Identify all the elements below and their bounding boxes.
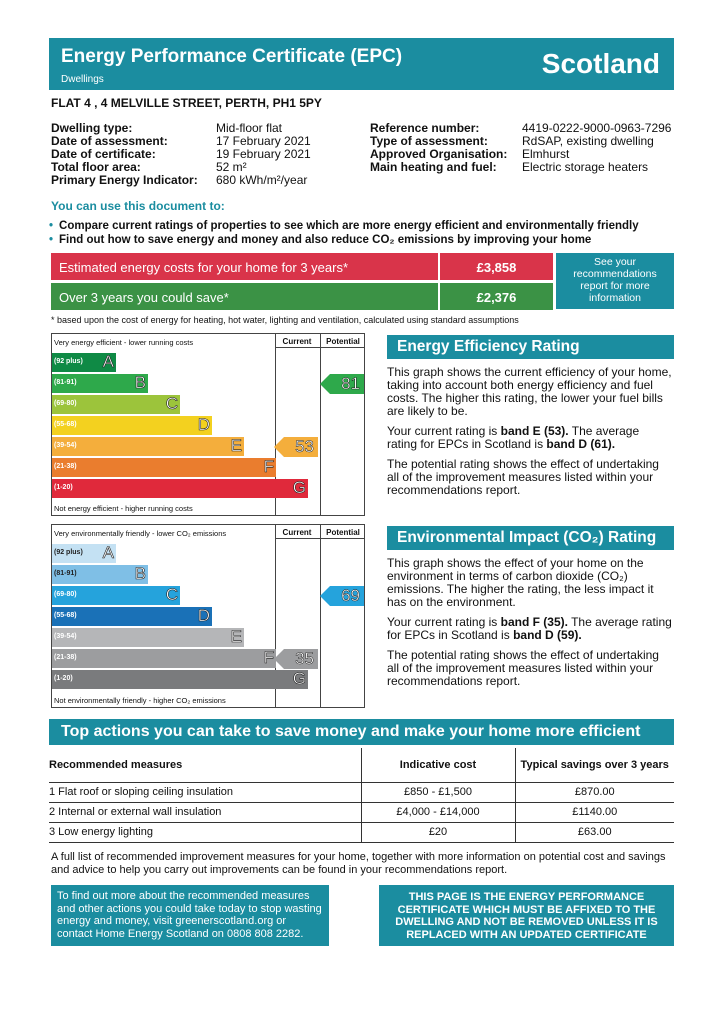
measure-cell: 3 Low energy lighting — [49, 822, 361, 842]
property-address: FLAT 4 , 4 MELVILLE STREET, PERTH, PH1 5PY — [51, 96, 322, 110]
cost-column-header: Indicative cost — [361, 748, 515, 782]
band-letter: D — [197, 606, 210, 625]
band-letter: E — [230, 436, 242, 455]
description-paragraph: This graph shows the current efficiency of your home, taking into account both energy efficiency and fuel costs. The higher this rating, the lower your fuel bills are likely to be. — [387, 365, 672, 418]
full-list-note: A full list of recommended improvement measures for your home, together with more information on potential cost and savings and advice to help you carry out improvements can be found in your recommendations report. — [51, 851, 666, 876]
band-range: (39-54) — [54, 633, 77, 640]
band-d — [52, 416, 212, 435]
band-range: (69-80) — [54, 591, 77, 598]
band-g — [52, 479, 308, 498]
band-range: (55-68) — [54, 612, 77, 619]
see-recommendations-box: See your recommendations report for more information — [556, 253, 674, 309]
band-e — [52, 437, 244, 456]
cost-cell: £850 - £1,500 — [361, 782, 515, 802]
assessment-type-value: RdSAP, existing dwelling — [522, 134, 654, 148]
cost-cell: £4,000 - £14,000 — [361, 802, 515, 822]
band-range: (39-54) — [54, 442, 77, 449]
potential-rating-arrow: 69 — [330, 586, 364, 606]
band-letter: A — [102, 543, 114, 562]
band-a — [52, 544, 116, 563]
current-column-header: Current — [282, 337, 312, 346]
estimated-costs-value: £3,858 — [440, 253, 553, 280]
band-letter: E — [230, 627, 242, 646]
band-letter: C — [165, 585, 178, 604]
band-a — [52, 353, 116, 372]
potential-rating-paragraph: The potential rating shows the effect of undertaking all of the improvement measures listed within your recommendations report. — [387, 648, 659, 688]
certificate-date-value: 19 February 2021 — [216, 147, 311, 161]
assessment-date-label: Date of assessment: — [51, 134, 168, 148]
approved-org-label: Approved Organisation: — [370, 147, 508, 161]
band-d — [52, 607, 212, 626]
band-c — [52, 586, 180, 605]
potential-column-header: Potential — [326, 528, 360, 537]
band-letter: A — [102, 352, 114, 371]
energy-efficiency-description — [387, 366, 672, 504]
energy-efficiency-heading: Energy Efficiency Rating — [387, 335, 674, 359]
affix-notice-box: THIS PAGE IS THE ENERGY PERFORMANCE CERTIFICATE WHICH MUST BE AFFIXED TO THE DWELLING AND NOT BE REMOVED UNLESS IT IS REPLACED WITH AN UPDATED CERTIFICATE — [379, 885, 674, 946]
list-item: • Compare current ratings of properties to see which are more energy efficient and environmentally friendly — [49, 220, 639, 232]
band-letter: D — [197, 415, 210, 434]
measures-column-header: Recommended measures — [49, 748, 361, 782]
current-rating-paragraph: Your current rating is band F (35). The average rating for EPCs in Scotland is band D (59). — [387, 615, 672, 642]
graph-top-caption: Very environmentally friendly - lower CO₂ emissions — [54, 529, 227, 538]
current-rating-arrow: 35 — [284, 649, 318, 669]
primary-energy-label: Primary Energy Indicator: — [51, 173, 198, 187]
potential-rating-arrow: 81 — [330, 374, 364, 394]
certificate-title: Energy Performance Certificate (EPC) — [61, 46, 403, 67]
recommended-measures-table — [49, 748, 674, 843]
band-letter: C — [165, 394, 178, 413]
band-b — [52, 565, 148, 584]
floor-area-value: 52 m² — [216, 160, 247, 174]
savings-cell: £1140.00 — [515, 802, 674, 822]
band-range: (69-80) — [54, 400, 77, 407]
band-c — [52, 395, 180, 414]
assessment-date-value: 17 February 2021 — [216, 134, 311, 148]
table-row — [49, 822, 674, 842]
dwelling-type-label: Dwelling type: — [51, 121, 133, 135]
band-f — [52, 458, 276, 477]
band-range: (21-38) — [54, 654, 77, 661]
certificate-date-label: Date of certificate: — [51, 147, 156, 161]
environmental-impact-description — [387, 557, 672, 695]
savings-cell: £870.00 — [515, 782, 674, 802]
column-divider — [320, 525, 321, 707]
list-item: • Find out how to save energy and money and also reduce CO₂ emissions by improving your home — [49, 234, 592, 246]
savings-value: £2,376 — [440, 283, 553, 310]
current-rating-paragraph: Your current rating is band E (53). The average rating for EPCs in Scotland is band D (61). — [387, 424, 640, 451]
dwelling-type-value: Mid-floor flat — [216, 121, 283, 135]
band-range: (55-68) — [54, 421, 77, 428]
current-rating-arrow: 53 — [284, 437, 318, 457]
band-letter: B — [134, 564, 146, 583]
floor-area-label: Total floor area: — [51, 160, 141, 174]
savings-cell: £63.00 — [515, 822, 674, 842]
band-range: (1-20) — [54, 484, 73, 491]
band-letter: F — [263, 648, 274, 667]
potential-rating-paragraph: The potential rating shows the effect of undertaking all of the improvement measures listed within your recommendations report. — [387, 457, 659, 497]
graph-bottom-caption: Not environmentally friendly - higher CO₂ emissions — [54, 696, 226, 705]
table-row — [49, 782, 674, 802]
heating-fuel-label: Main heating and fuel: — [370, 160, 497, 174]
reference-number-label: Reference number: — [370, 121, 480, 135]
band-range: (1-20) — [54, 675, 73, 682]
use-document-title: You can use this document to: — [51, 199, 225, 213]
costs-footnote: * based upon the cost of energy for heating, hot water, lighting and ventilation, calculated using standard assumptions — [51, 315, 519, 325]
band-e — [52, 628, 244, 647]
savings-label: Over 3 years you could save* — [51, 283, 438, 310]
measure-cell: 1 Flat roof or sloping ceiling insulation — [49, 782, 361, 802]
energy-efficiency-graph — [51, 333, 365, 516]
cost-cell: £20 — [361, 822, 515, 842]
band-letter: G — [292, 478, 306, 497]
heating-fuel-value: Electric storage heaters — [522, 160, 649, 174]
graph-top-caption: Very energy efficient - lower running costs — [54, 338, 194, 347]
environmental-impact-heading: Environmental Impact (CO₂) Rating — [387, 526, 674, 550]
approved-org-value: Elmhurst — [522, 147, 570, 161]
use-document-list — [49, 219, 639, 247]
band-range: (81-91) — [54, 570, 77, 577]
band-letter: B — [134, 373, 146, 392]
region-label: Scotland — [541, 48, 660, 79]
epc-header — [49, 38, 674, 90]
band-range: (21-38) — [54, 463, 77, 470]
column-divider — [320, 334, 321, 515]
description-paragraph: This graph shows the effect of your home on the environment in terms of carbon dioxide (CO₂) emissions. The higher the rating, the less impact it has on the environment. — [387, 556, 654, 609]
band-letter: F — [263, 457, 274, 476]
band-g — [52, 670, 308, 689]
potential-column-header: Potential — [326, 337, 360, 346]
band-b — [52, 374, 148, 393]
band-letter: G — [292, 669, 306, 688]
top-actions-heading: Top actions you can take to save money and make your home more efficient — [49, 719, 674, 745]
estimated-costs-label: Estimated energy costs for your home for 3 years* — [51, 253, 438, 280]
table-header-row — [49, 748, 674, 782]
reference-number-value: 4419-0222-9000-0963-7296 — [522, 121, 672, 135]
measure-cell: 2 Internal or external wall insulation — [49, 802, 361, 822]
band-range: (92 plus) — [54, 549, 83, 556]
certificate-subtitle: Dwellings — [61, 74, 104, 85]
band-range: (92 plus) — [54, 358, 83, 365]
primary-energy-value: 680 kWh/m²/year — [216, 173, 308, 187]
band-f — [52, 649, 276, 668]
find-out-more-box: To find out more about the recommended measures and other actions you could take today to stop wasting energy and money, visit greenerscotland.org or contact Home Energy Scotland on 0808 808 2282. — [51, 885, 329, 946]
band-range: (81-91) — [54, 379, 77, 386]
header-divider — [275, 347, 365, 348]
assessment-type-label: Type of assessment: — [370, 134, 488, 148]
graph-bottom-caption: Not energy efficient - higher running costs — [54, 504, 193, 513]
environmental-impact-graph — [51, 524, 365, 708]
current-column-header: Current — [282, 528, 312, 537]
table-row — [49, 802, 674, 822]
header-divider — [275, 538, 365, 539]
savings-column-header: Typical savings over 3 years — [515, 748, 674, 782]
